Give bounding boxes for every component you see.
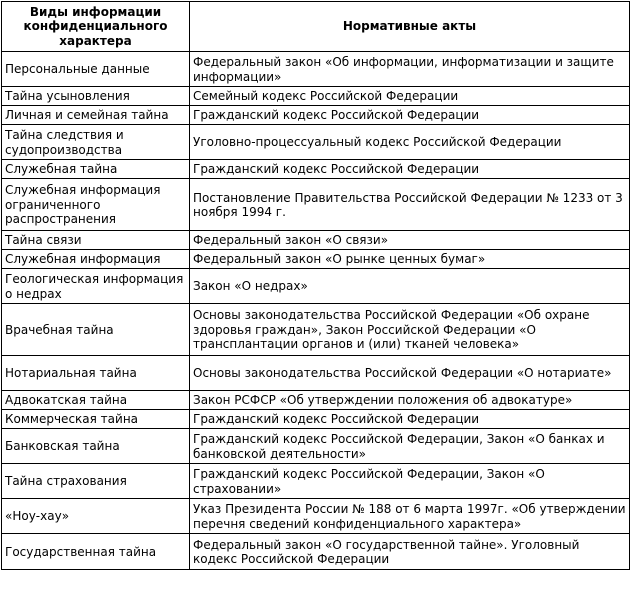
info-type-cell: Служебная тайна (2, 160, 190, 179)
normative-act-cell: Гражданский кодекс Российской Федерации (190, 410, 630, 429)
table-header-row (2, 2, 630, 52)
info-type-cell: Врачебная тайна (2, 304, 190, 356)
table-row (2, 231, 630, 250)
table-body (2, 52, 630, 570)
info-type-cell: Геологическая информация о недрах (2, 269, 190, 304)
info-type-cell: Тайна усыновления (2, 87, 190, 106)
normative-act-cell: Постановление Правительства Российской Федерации № 1233 от 3 ноября 1994 г. (190, 179, 630, 231)
table-row (2, 250, 630, 269)
info-type-cell: Личная и семейная тайна (2, 106, 190, 125)
normative-act-cell: Федеральный закон «О связи» (190, 231, 630, 250)
table-row (2, 534, 630, 570)
table-row (2, 410, 630, 429)
normative-act-cell: Гражданский кодекс Российской Федерации, Закон «О страховании» (190, 464, 630, 499)
table-row (2, 179, 630, 231)
normative-act-cell: Основы законодательства Российской Федерации «О нотариате» (190, 356, 630, 391)
normative-act-cell: Гражданский кодекс Российской Федерации, Закон «О банках и банковской деятельности» (190, 429, 630, 464)
column-header-normative-acts: Нормативные акты (190, 2, 630, 52)
info-type-cell: Коммерческая тайна (2, 410, 190, 429)
table-row (2, 464, 630, 499)
table-row (2, 304, 630, 356)
info-type-cell: Тайна страхования (2, 464, 190, 499)
normative-act-cell: Федеральный закон «О рынке ценных бумаг» (190, 250, 630, 269)
info-type-cell: Служебная информация (2, 250, 190, 269)
normative-act-cell: Федеральный закон «Об информации, информатизации и защите информации» (190, 52, 630, 87)
info-type-cell: Служебная информация ограниченного распространения (2, 179, 190, 231)
normative-act-cell: Уголовно-процессуальный кодекс Российской Федерации (190, 125, 630, 160)
normative-act-cell: Федеральный закон «О государственной тайне». Уголовный кодекс Российской Федерации (190, 534, 630, 570)
table-row (2, 125, 630, 160)
table-row (2, 429, 630, 464)
info-type-cell: Государственная тайна (2, 534, 190, 570)
table-row (2, 160, 630, 179)
table-row (2, 391, 630, 410)
confidential-info-table (1, 1, 630, 570)
info-type-cell: Адвокатская тайна (2, 391, 190, 410)
normative-act-cell: Закон «О недрах» (190, 269, 630, 304)
table-row (2, 106, 630, 125)
normative-act-cell: Указ Президента России № 188 от 6 марта 1997г. «Об утверждении перечня сведений конфиденциального характера» (190, 499, 630, 534)
column-header-info-type: Виды информации конфиденциального характера (2, 2, 190, 52)
table-row (2, 87, 630, 106)
info-type-cell: Тайна связи (2, 231, 190, 250)
info-type-cell: «Ноу-хау» (2, 499, 190, 534)
table-row (2, 269, 630, 304)
normative-act-cell: Гражданский кодекс Российской Федерации (190, 160, 630, 179)
info-type-cell: Нотариальная тайна (2, 356, 190, 391)
normative-act-cell: Семейный кодекс Российской Федерации (190, 87, 630, 106)
info-type-cell: Банковская тайна (2, 429, 190, 464)
table-row (2, 499, 630, 534)
normative-act-cell: Гражданский кодекс Российской Федерации (190, 106, 630, 125)
table-row (2, 356, 630, 391)
info-type-cell: Тайна следствия и судопроизводства (2, 125, 190, 160)
normative-act-cell: Закон РСФСР «Об утверждении положения об адвокатуре» (190, 391, 630, 410)
table-row (2, 52, 630, 87)
info-type-cell: Персональные данные (2, 52, 190, 87)
normative-act-cell: Основы законодательства Российской Федерации «Об охране здоровья граждан», Закон Российской Федерации «О трансплантации органов и (или) тканей человека» (190, 304, 630, 356)
